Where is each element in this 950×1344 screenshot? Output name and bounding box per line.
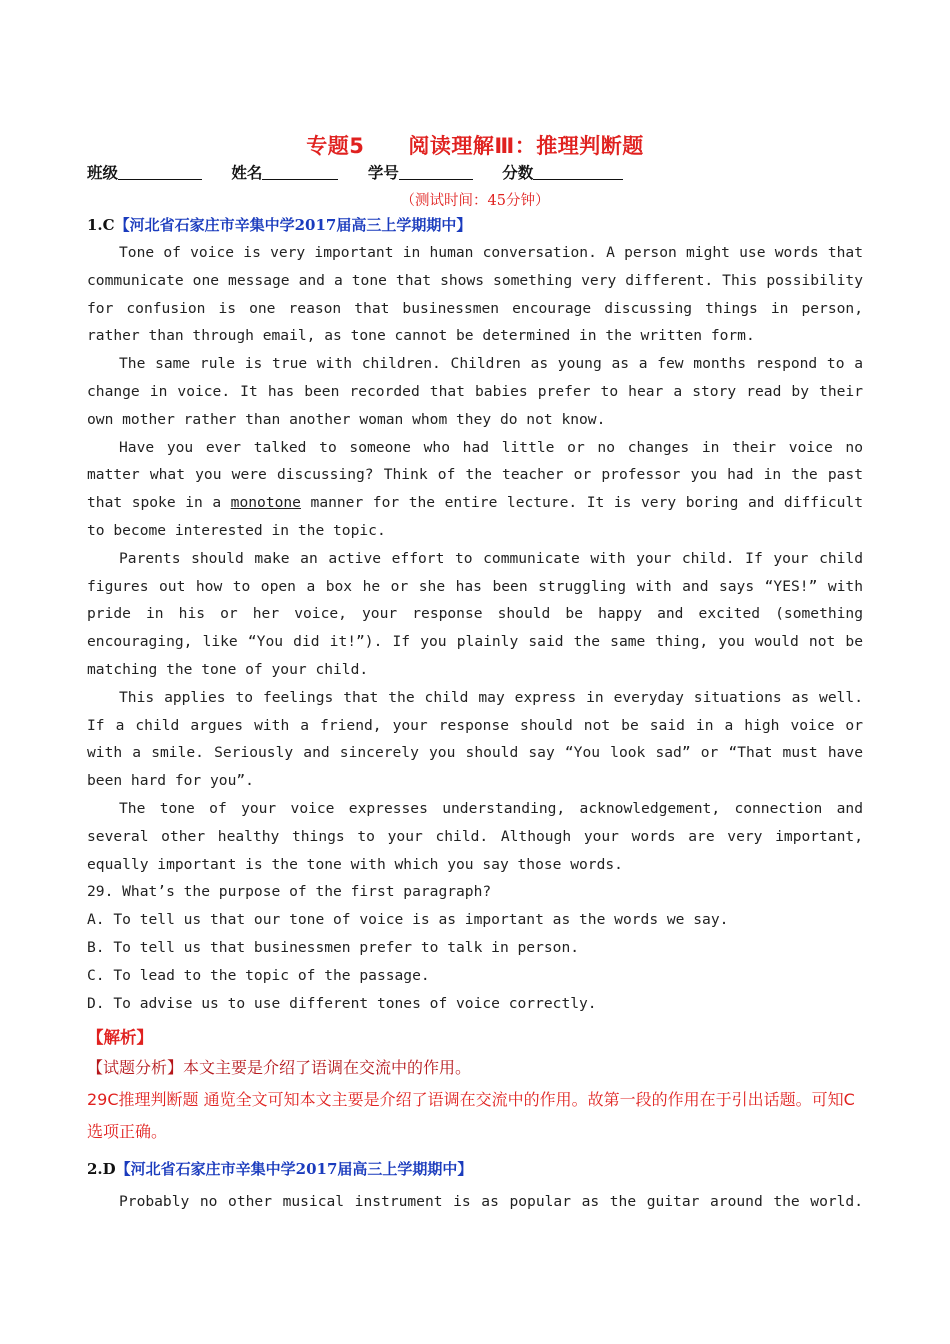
analysis-heading: 【解析】 bbox=[87, 1028, 153, 1047]
student-info-line bbox=[87, 161, 647, 183]
title-topic-name: 阅读理解Ⅲ：推理判断题 bbox=[408, 134, 644, 158]
passage-1-paragraph-6: The tone of your voice expresses understanding, acknowledgement, connection and several other healthy things to your child. Although your words are very important, equally important is the tone with which you say those words. bbox=[87, 799, 863, 873]
option-b: B. To tell us that businessmen prefer to talk in person. bbox=[87, 938, 580, 956]
question-1-source: 【河北省石家庄市辛集中学2017届高三上学期期中】 bbox=[114, 216, 472, 234]
analysis-block bbox=[87, 1052, 869, 1148]
score-field: 分数 bbox=[502, 164, 623, 182]
passage-1-paragraph-1: Tone of voice is very important in human conversation. A person might use words that communicate one message and a tone that shows something very different. This possibility for confusion is one reason that businessmen encourage discussing things in person, rather than through email, as tone cannot be determined in the written form. bbox=[87, 244, 863, 345]
passage-2 bbox=[87, 1188, 863, 1216]
option-c: C. To lead to the topic of the passage. bbox=[87, 966, 430, 984]
analysis-summary: 【试题分析】本文主要是介绍了语调在交流中的作用。 bbox=[87, 1058, 472, 1077]
passage-1 bbox=[87, 239, 863, 1017]
passage-1-paragraph-2: The same rule is true with children. Children as young as a few months respond to a change in voice. It has been recorded that babies prefer to hear a story read by their own mother rather than another woman whom they do not know. bbox=[87, 355, 863, 428]
option-d: D. To advise us to use different tones of voice correctly. bbox=[87, 994, 597, 1012]
underlined-word: monotone bbox=[230, 494, 301, 512]
question-2-header bbox=[87, 1158, 472, 1179]
title-topic-number: 专题5 bbox=[306, 134, 365, 158]
name-field: 姓名 bbox=[231, 164, 338, 182]
question-2-source: 【河北省石家庄市辛集中学2017届高三上学期期中】 bbox=[115, 1160, 473, 1178]
question-1-header bbox=[87, 214, 471, 235]
question-1-number: 1.C bbox=[87, 216, 115, 234]
student-id-field: 学号 bbox=[368, 164, 473, 182]
passage-1-paragraph-3: Have you ever talked to someone who had little or no changes in their voice no matter what you were discussing? Think of the teacher or professor you had in the past that spoke in a monotone manner for the entire lecture. It is very boring and difficult to become interested in the topic. bbox=[87, 438, 863, 539]
passage-1-paragraph-4: Parents should make an active effort to communicate with your child. If your child figures out how to open a box he or she has been struggling with and says “YES!” with pride in his or her voice, your response should be happy and excited (something encouraging, like “You did it!”). If you plainly said the same thing, you would not be matching the tone of your child. bbox=[87, 549, 863, 678]
question-29: 29. What’s the purpose of the first paragraph? bbox=[87, 883, 492, 901]
question-2-number: 2.D bbox=[87, 1160, 116, 1178]
class-field: 班级 bbox=[87, 164, 202, 182]
option-a: A. To tell us that our tone of voice is as important as the words we say. bbox=[87, 911, 729, 929]
analysis-answer-explanation: 29C推理判断题 通览全文可知本文主要是介绍了语调在交流中的作用。故第一段的作用在于引出话题。可知C选项正确。 bbox=[87, 1090, 855, 1141]
passage-2-paragraph-1: Probably no other musical instrument is as popular as the guitar around the world. bbox=[119, 1193, 863, 1210]
passage-1-paragraph-5: This applies to feelings that the child may express in everyday situations as well. If a child argues with a friend, your response should not be said in a high voice or with a smile. Seriously and sincerely you should say “You look sad” or “That must have been hard for you”. bbox=[87, 688, 863, 790]
test-time: （测试时间：45分钟） bbox=[400, 193, 550, 209]
page-title bbox=[0, 130, 950, 160]
